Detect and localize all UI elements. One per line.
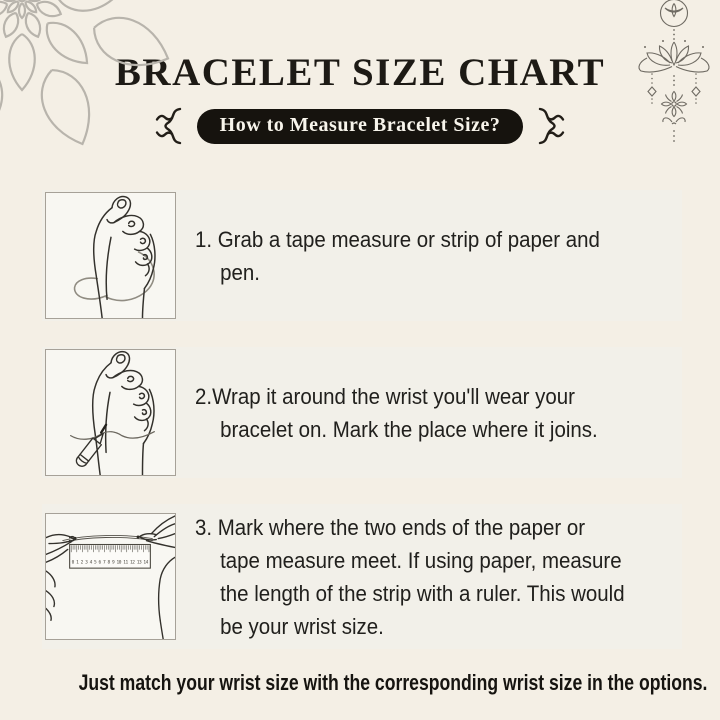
banner-row xyxy=(0,106,720,146)
steps-list xyxy=(42,190,682,649)
step-text-line: 3. Mark where the two ends of the paper or xyxy=(195,514,586,540)
fist-with-tape-loop-icon xyxy=(46,193,175,318)
step-row-3 xyxy=(42,504,682,649)
footer-note-text: Just match your wrist size with the corresponding wrist size in the options. xyxy=(78,670,708,695)
step3-illustration-panel xyxy=(45,513,176,640)
hands-with-ruler-icon xyxy=(46,514,175,639)
step1-illustration-panel xyxy=(45,192,176,319)
ruler-numbers: 0 1 2 3 4 5 6 7 8 9 10 11 12 13 14 xyxy=(71,560,149,566)
step1-text xyxy=(195,223,648,289)
step-row-2 xyxy=(42,347,682,478)
step-text-line: 2.Wrap it around the wrist you'll wear your xyxy=(195,383,575,409)
banner-pill: How to Measure Bracelet Size? xyxy=(197,109,524,144)
step-text-line: tape measure meet. If using paper, measure xyxy=(220,547,622,573)
step2-illustration-panel xyxy=(45,349,176,476)
step-text-line: be your wrist size. xyxy=(220,613,384,639)
page-title: BRACELET SIZE CHART xyxy=(114,51,606,94)
flourish-left-icon xyxy=(154,106,184,146)
flourish-right-icon xyxy=(536,106,566,146)
step3-text xyxy=(195,511,648,643)
step2-text xyxy=(195,380,648,446)
fist-with-pen-icon xyxy=(46,350,175,475)
step-text-line: 1. Grab a tape measure or strip of paper and xyxy=(195,226,600,252)
step-text-line: bracelet on. Mark the place where it joins. xyxy=(220,416,598,442)
step-text-line: the length of the strip with a ruler. This would xyxy=(220,580,625,606)
footer-note xyxy=(0,670,720,696)
step-row-1 xyxy=(42,190,682,321)
step-text-line: pen. xyxy=(220,259,260,285)
